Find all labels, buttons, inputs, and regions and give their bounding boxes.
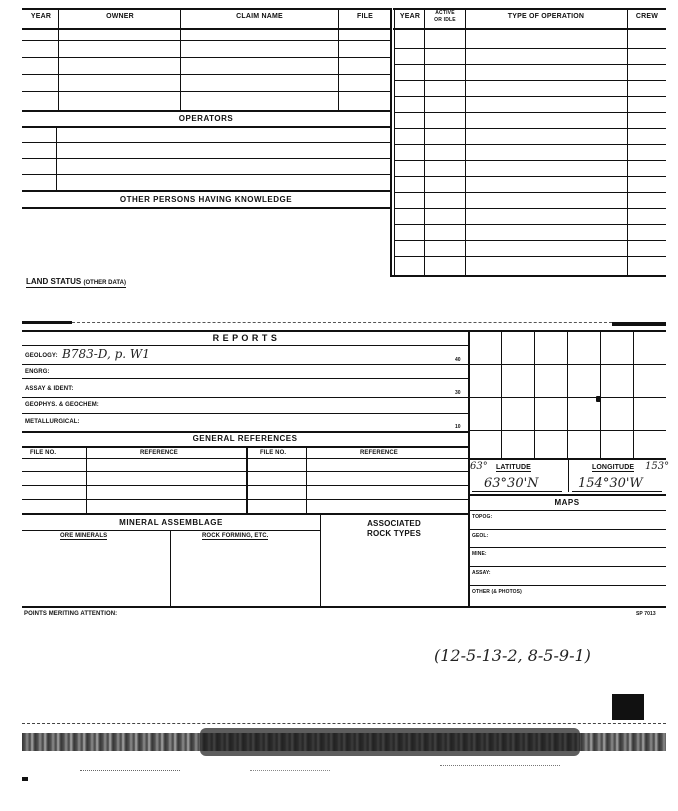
reports-title: R E P O R T S xyxy=(212,333,278,343)
land-status-subtitle: (OTHER DATA) xyxy=(83,280,126,286)
col-active-header-line1: ACTIVE xyxy=(435,10,455,16)
col-type-header: TYPE OF OPERATION xyxy=(507,13,585,20)
report-geophys-label: GEOPHYS. & GEOCHEM: xyxy=(25,402,99,408)
location-pin-mark xyxy=(596,396,601,402)
points-meriting-attention-label: POINTS MERITING ATTENTION: xyxy=(24,611,118,617)
report-engrg-label: ENGRG: xyxy=(25,369,50,375)
mineral-assemblage-title: MINERAL ASSEMBLAGE xyxy=(119,518,223,527)
map-geol: GEOL: xyxy=(472,533,489,539)
form-number: SP 7013 xyxy=(636,611,656,617)
longitude-suffix: 153° xyxy=(645,461,670,472)
ref-col-reference-2: REFERENCE xyxy=(360,450,398,456)
associated-rock-types-line2: ROCK TYPES xyxy=(366,529,421,538)
report-geology-label: GEOLOGY: xyxy=(25,353,58,359)
other-persons-title: OTHER PERSONS HAVING KNOWLEDGE xyxy=(119,195,293,204)
ref-col-file-no-1: FILE NO. xyxy=(30,450,57,456)
map-mine: MINE: xyxy=(472,551,487,557)
report-engrg-num: 40 xyxy=(455,357,461,363)
report-assay-label: ASSAY & IDENT: xyxy=(25,386,74,392)
associated-rock-types-line1: ASSOCIATED xyxy=(367,519,421,528)
col-claim-name-header: CLAIM NAME xyxy=(236,13,283,20)
map-other: OTHER (& PHOTOS) xyxy=(472,589,522,595)
report-metallurgical-label: METALLURGICAL: xyxy=(25,419,80,425)
report-geophys-num: 30 xyxy=(455,390,461,396)
col-year-header: YEAR xyxy=(30,13,52,20)
col-year-ops-header: YEAR xyxy=(399,13,421,20)
latitude-label: LATITUDE xyxy=(496,464,531,471)
general-references-title: GENERAL REFERENCES xyxy=(192,434,298,443)
land-status-title: LAND STATUS xyxy=(26,277,82,286)
col-ore-minerals: ORE MINERALS xyxy=(60,533,108,539)
col-rock-forming: ROCK FORMING, ETC. xyxy=(202,533,269,539)
latitude-value: 63°30'N xyxy=(484,476,539,491)
ref-col-file-no-2: FILE NO. xyxy=(260,450,287,456)
col-file-header: FILE xyxy=(357,13,373,20)
report-metallurgical-num: 10 xyxy=(455,424,461,430)
ref-col-reference-1: REFERENCE xyxy=(140,450,178,456)
col-active-header-line2: OR IDLE xyxy=(434,17,456,23)
latitude-prefix: 63° xyxy=(470,461,488,472)
operators-title: OPERATORS xyxy=(178,114,234,123)
map-assay: ASSAY: xyxy=(472,570,491,576)
report-geology-value: B783-D, p. W1 xyxy=(62,347,150,361)
handwritten-note: (12-5-13-2, 8-5-9-1) xyxy=(434,646,591,665)
longitude-value: 154°30'W xyxy=(578,476,643,491)
maps-title: MAPS xyxy=(554,498,580,507)
map-topog: TOPOG: xyxy=(472,514,493,520)
col-crew-header: CREW xyxy=(635,13,659,20)
col-owner-header: OWNER xyxy=(106,13,134,20)
longitude-label: LONGITUDE xyxy=(592,464,635,471)
